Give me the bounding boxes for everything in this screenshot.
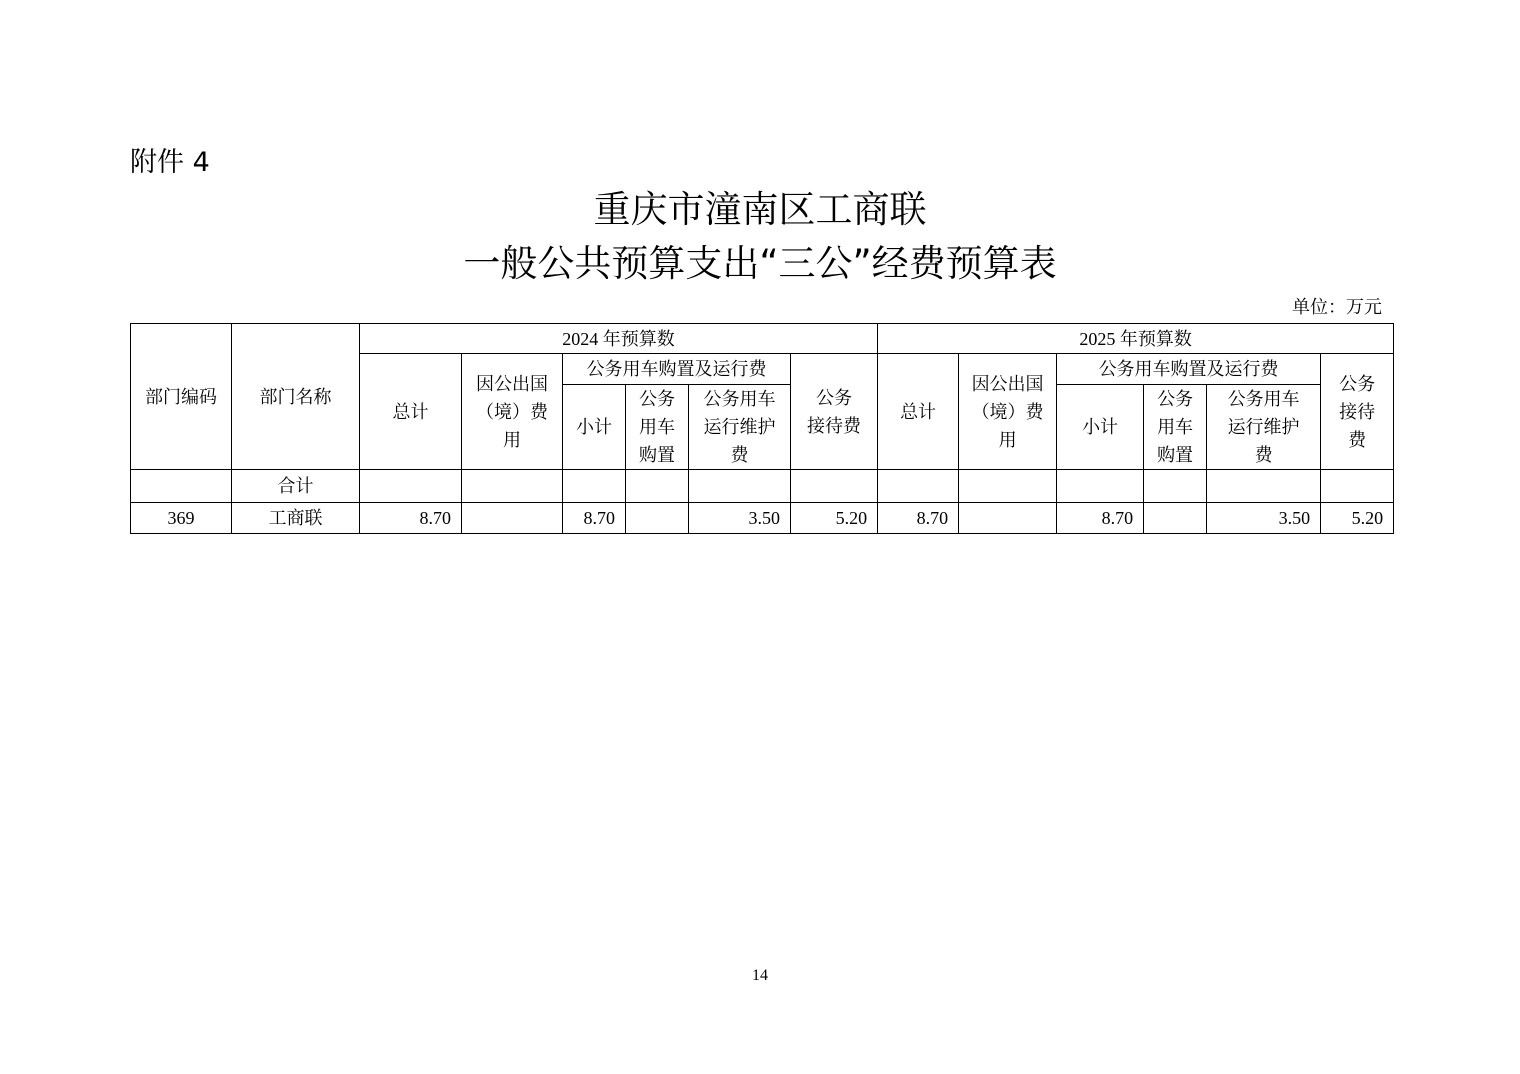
cell-purchase-2024 xyxy=(626,503,689,534)
header-maint-2024: 公务用车 运行维护 费 xyxy=(689,385,791,470)
cell-abroad-2024 xyxy=(462,503,563,534)
cell-dept-name: 工商联 xyxy=(232,503,360,534)
unit-label: 单位：万元 xyxy=(1292,297,1382,317)
cell-purchase-2025 xyxy=(1144,503,1207,534)
header-total-2025: 总计 xyxy=(878,354,959,470)
total-row-cell xyxy=(462,470,563,503)
total-row xyxy=(131,470,1394,503)
cell-abroad-2025 xyxy=(959,503,1057,534)
total-row-cell xyxy=(1144,470,1207,503)
cell-maint-2024: 3.50 xyxy=(689,503,791,534)
cell-total-2024: 8.70 xyxy=(360,503,462,534)
header-year-2025: 2025 年预算数 xyxy=(878,324,1394,354)
page-title: 重庆市潼南区工商联 xyxy=(593,188,927,231)
total-row-cell xyxy=(626,470,689,503)
total-row-code xyxy=(131,470,232,503)
header-abroad-2025: 因公出国 （境）费 用 xyxy=(959,354,1057,470)
cell-total-2025: 8.70 xyxy=(878,503,959,534)
header-year-2024: 2024 年预算数 xyxy=(360,324,878,354)
header-dept-code: 部门编码 xyxy=(131,324,232,470)
total-row-cell xyxy=(878,470,959,503)
total-row-cell xyxy=(1057,470,1144,503)
header-vehicle-group-2024: 公务用车购置及运行费 xyxy=(563,354,791,385)
header-dept-name: 部门名称 xyxy=(232,324,360,470)
cell-reception-2024: 5.20 xyxy=(791,503,878,534)
header-vehicle-group-2025: 公务用车购置及运行费 xyxy=(1057,354,1321,385)
cell-subtotal-2025: 8.70 xyxy=(1057,503,1144,534)
header-subtotal-2025: 小计 xyxy=(1057,385,1144,470)
total-row-cell xyxy=(563,470,626,503)
header-reception-2025: 公务 接待 费 xyxy=(1321,354,1394,470)
budget-table xyxy=(130,323,1394,534)
total-row-cell xyxy=(1207,470,1321,503)
total-row-cell xyxy=(1321,470,1394,503)
cell-subtotal-2024: 8.70 xyxy=(563,503,626,534)
header-row-years xyxy=(131,324,1394,354)
header-reception-2024: 公务 接待费 xyxy=(791,354,878,470)
header-purchase-2025: 公务 用车 购置 xyxy=(1144,385,1207,470)
header-maint-2025: 公务用车 运行维护 费 xyxy=(1207,385,1321,470)
total-row-cell xyxy=(959,470,1057,503)
page-number: 14 xyxy=(752,967,768,984)
page-subtitle: 一般公共预算支出“三公”经费预算表 xyxy=(463,242,1057,285)
total-row-cell xyxy=(360,470,462,503)
table-row xyxy=(131,503,1394,534)
attachment-label: 附件 4 xyxy=(130,147,210,178)
header-total-2024: 总计 xyxy=(360,354,462,470)
cell-dept-code: 369 xyxy=(131,503,232,534)
header-abroad-2024: 因公出国 （境）费 用 xyxy=(462,354,563,470)
cell-reception-2025: 5.20 xyxy=(1321,503,1394,534)
cell-maint-2025: 3.50 xyxy=(1207,503,1321,534)
header-subtotal-2024: 小计 xyxy=(563,385,626,470)
total-row-cell xyxy=(791,470,878,503)
header-purchase-2024: 公务 用车 购置 xyxy=(626,385,689,470)
total-row-cell xyxy=(689,470,791,503)
total-row-label: 合计 xyxy=(232,470,360,503)
